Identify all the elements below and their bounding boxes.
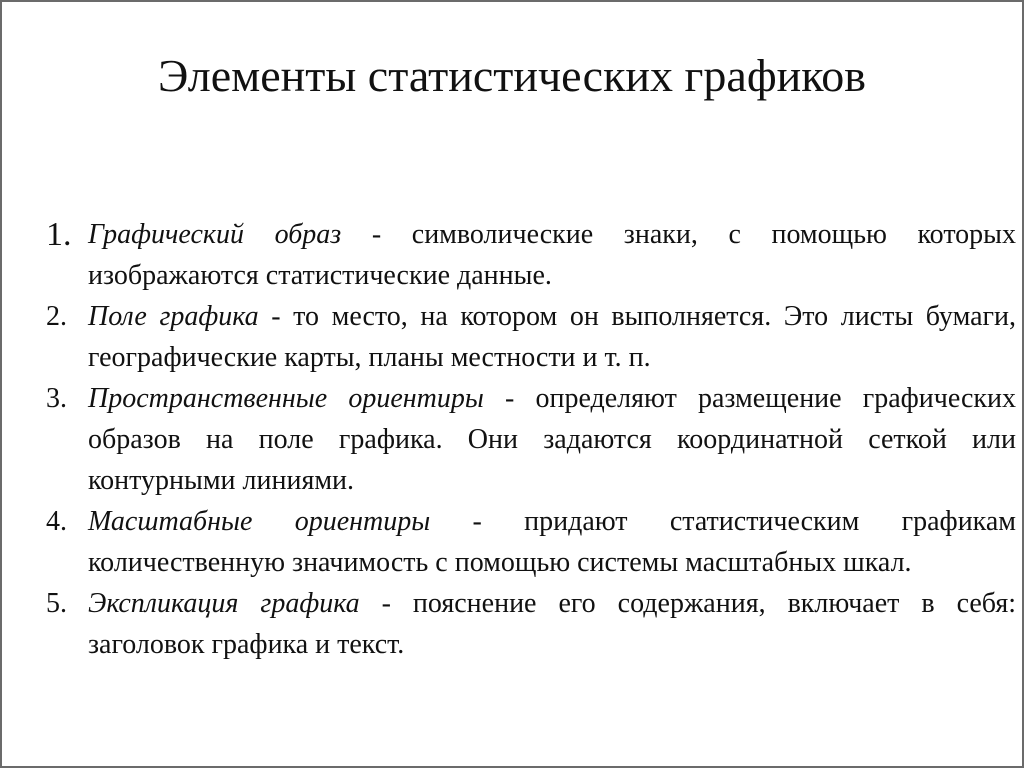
list-item bbox=[46, 296, 1016, 378]
item-term: Масштабные ориентиры bbox=[88, 506, 431, 537]
item-number: 4. bbox=[46, 506, 67, 537]
item-term: Графический образ bbox=[88, 219, 342, 250]
item-description: - пояснение его содержания, включает в себя: заголовок графика и текст. bbox=[88, 588, 1016, 660]
item-number: 1. bbox=[46, 216, 72, 253]
item-term: Экспликация графика bbox=[88, 588, 360, 619]
item-term: Поле графика bbox=[88, 301, 259, 332]
slide-title: Элементы статистических графиков bbox=[158, 50, 866, 101]
list-item bbox=[46, 214, 1016, 296]
item-number: 5. bbox=[46, 588, 67, 619]
list-item bbox=[46, 378, 1016, 501]
list-item bbox=[46, 501, 1016, 583]
item-number: 2. bbox=[46, 301, 67, 332]
item-number: 3. bbox=[46, 383, 67, 414]
list-item bbox=[46, 583, 1016, 665]
item-description: - придают статистическим графикам количественную значимость с помощью системы масштабных шкал. bbox=[88, 506, 1017, 578]
item-term: Пространственные ориентиры bbox=[88, 383, 484, 414]
item-description: - символические знаки, с помощью которых изображаются статистические данные. bbox=[88, 219, 1016, 291]
item-description: - определяют размещение графических образов на поле графика. Они задаются координатной сеткой или контурными линиями. bbox=[88, 383, 1017, 496]
elements-list bbox=[46, 214, 1016, 665]
item-description: - то место, на котором он выполняется. Это листы бумаги, географические карты, планы местности и т. п. bbox=[88, 301, 1016, 373]
